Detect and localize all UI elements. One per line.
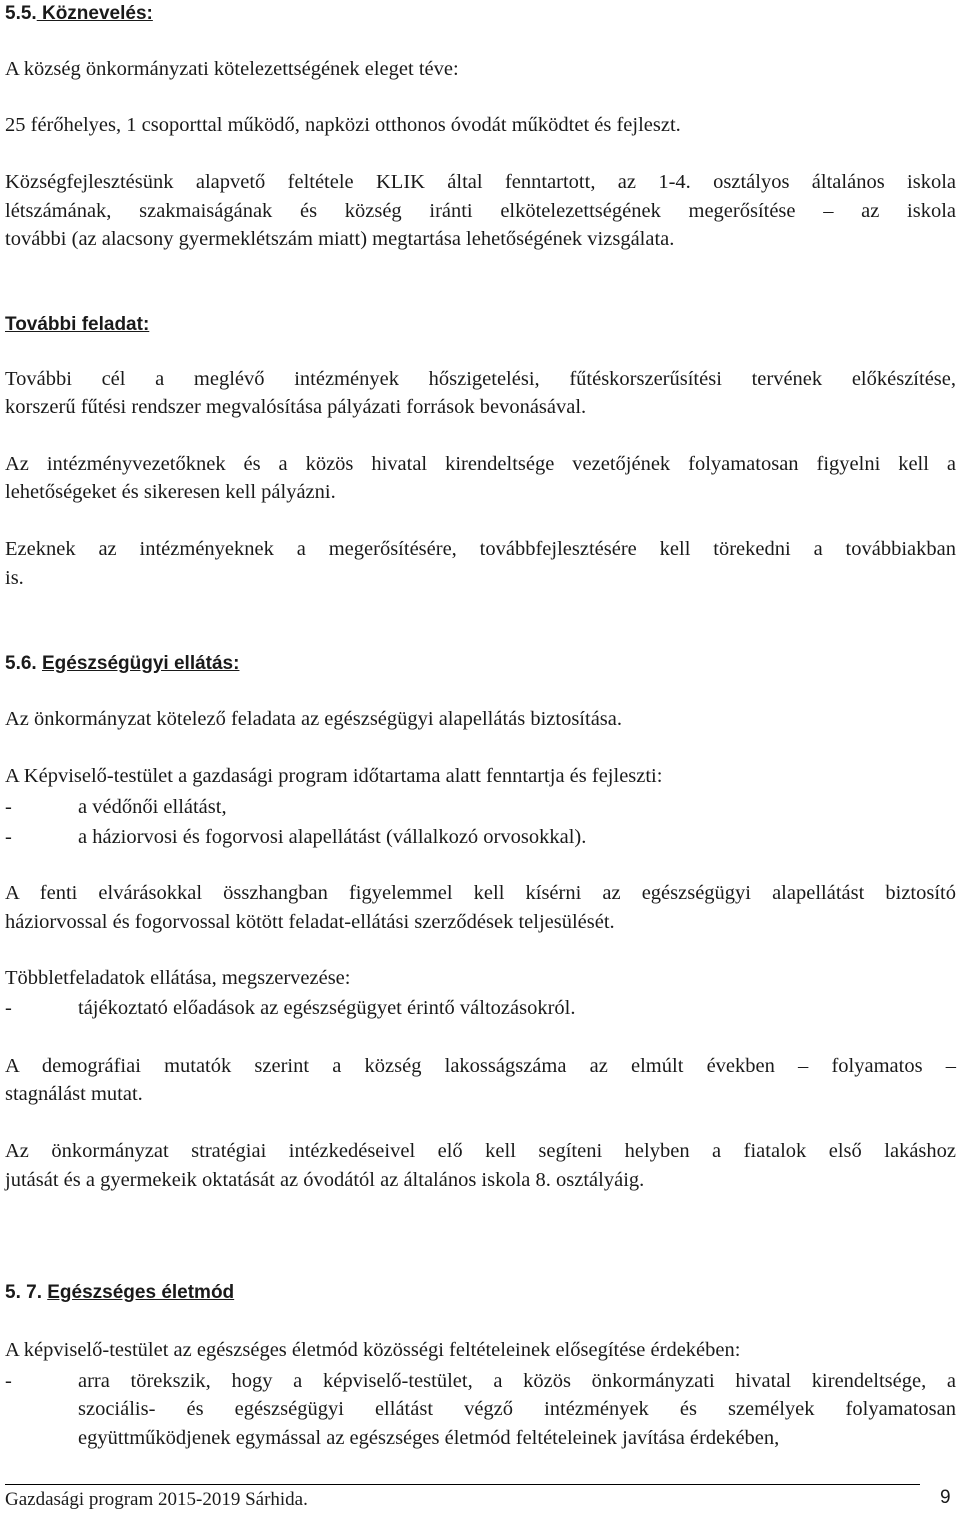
paragraph-line: létszámának, szakmaiságának és község iránti elkötelezettségének megerősítése – az iskola — [5, 200, 956, 222]
paragraph-line: A fenti elvárásokkal összhangban figyelemmel kell kísérni az egészségügyi alapellátást biztosító — [5, 882, 956, 904]
paragraph-line: További cél a meglévő intézmények hőszigetelési, fűtéskorszerűsítési tervének előkészítése, — [5, 368, 956, 390]
bullet-mark: - — [5, 1370, 12, 1392]
list-item: tájékoztató előadások az egészségügyet érintő változásokról. — [78, 997, 576, 1019]
paragraph: A Képviselő-testület a gazdasági program időtartama alatt fenntartja és fejleszti: — [5, 765, 663, 787]
paragraph-line: Az intézményvezetőknek és a közös hivatal kirendeltsége vezetőjének folyamatosan figyelni kell a — [5, 453, 956, 475]
heading-title: Egészségügyi ellátás: — [41, 653, 240, 674]
page-number: 9 — [940, 1487, 951, 1508]
list-item-line: együttműködjenek egymással az egészséges életmód feltételeinek javítása érdekében, — [78, 1427, 780, 1449]
paragraph: Többletfeladatok ellátása, megszervezése: — [5, 967, 351, 989]
paragraph-line: Az önkormányzat stratégiai intézkedéseivel elő kell segíteni helyben a fiatalok első lakáshoz — [5, 1140, 956, 1162]
paragraph: 25 férőhelyes, 1 csoporttal működő, napközi otthonos óvodát működtet és fejleszt. — [5, 114, 681, 136]
list-item: a védőnői ellátást, — [78, 796, 227, 818]
heading-number: 5.6. — [5, 653, 42, 674]
paragraph-line: Községfejlesztésünk alapvető feltétele KLIK által fenntartott, az 1-4. osztályos általános iskola — [5, 171, 956, 193]
subheading-tovabbi-feladat: További feladat: — [5, 314, 150, 335]
paragraph: A képviselő-testület az egészséges életmód közösségi feltételeinek elősegítése érdekében: — [5, 1339, 741, 1361]
heading-title: Köznevelés: — [36, 3, 153, 24]
paragraph-line: háziorvossal és fogorvossal kötött feladat-ellátási szerződések teljesülését. — [5, 911, 615, 933]
heading-number: 5.5. — [5, 3, 37, 24]
heading-number: 5. 7. — [5, 1282, 48, 1303]
list-item-line: arra törekszik, hogy a képviselő-testület, a közös önkormányzati hivatal kirendeltsége, a — [78, 1370, 956, 1392]
bullet-mark: - — [5, 826, 12, 848]
bullet-mark: - — [5, 796, 12, 818]
paragraph-line: további (az alacsony gyermeklétszám miatt) megtartása lehetőségének vizsgálata. — [5, 228, 675, 250]
paragraph-line: A demográfiai mutatók szerint a község lakosságszáma az elmúlt években – folyamatos – — [5, 1055, 956, 1077]
section-heading-5-5 — [5, 2, 153, 26]
footer-text: Gazdasági program 2015-2019 Sárhida. — [5, 1489, 308, 1510]
bullet-mark: - — [5, 997, 12, 1019]
section-heading-5-6 — [5, 652, 239, 676]
heading-title: Egészséges életmód — [47, 1282, 235, 1303]
paragraph: A község önkormányzati kötelezettségének eleget téve: — [5, 58, 459, 80]
list-item-line: szociális- és egészségügyi ellátást végző intézmények és személyek folyamatosan — [78, 1398, 956, 1420]
paragraph-line: Ezeknek az intézményeknek a megerősítésére, továbbfejlesztésére kell törekedni a továbbiakban — [5, 538, 956, 560]
paragraph-line: is. — [5, 567, 24, 589]
section-heading-5-7 — [5, 1281, 234, 1305]
paragraph: Az önkormányzat kötelező feladata az egészségügyi alapellátás biztosítása. — [5, 708, 623, 730]
paragraph-line: stagnálást mutat. — [5, 1083, 143, 1105]
paragraph-line: jutását és a gyermekeik oktatását az óvodától az általános iskola 8. osztályáig. — [5, 1169, 645, 1191]
list-item: a háziorvosi és fogorvosi alapellátást (vállalkozó orvosokkal). — [78, 826, 587, 848]
paragraph-line: lehetőségeket és sikeresen kell pályázni. — [5, 481, 336, 503]
footer-divider — [5, 1484, 920, 1485]
paragraph-line: korszerű fűtési rendszer megvalósítása pályázati források bevonásával. — [5, 396, 587, 418]
